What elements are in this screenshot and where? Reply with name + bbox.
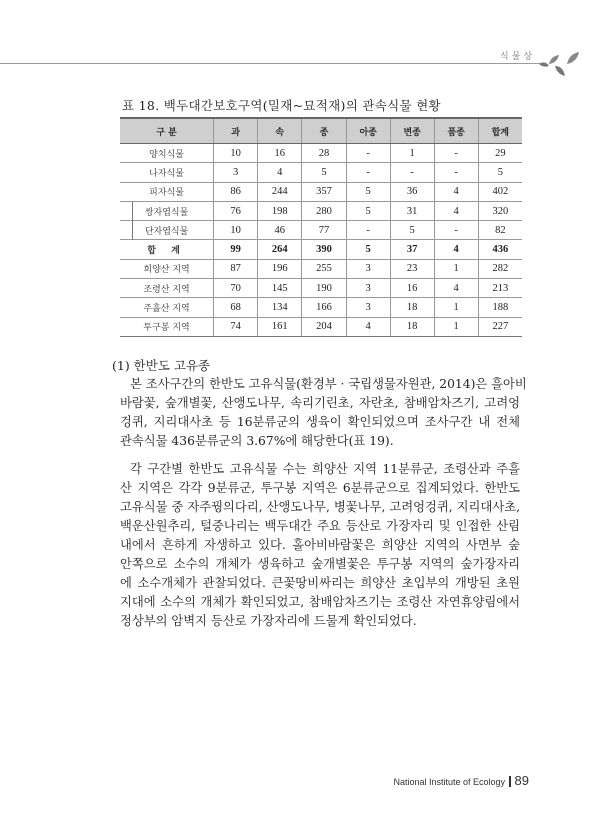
table-cell: 5 — [346, 182, 390, 201]
row-label: 희양산 지역 — [120, 259, 214, 278]
section-label: 식물상 — [500, 52, 536, 62]
plant-summary-table — [120, 117, 522, 337]
table-cell: 28 — [302, 144, 346, 163]
paragraph-2 — [120, 460, 520, 631]
table-row — [120, 182, 522, 201]
table-cell: - — [434, 221, 478, 240]
table-cell: 1 — [434, 259, 478, 278]
column-header: 구 분 — [120, 118, 214, 144]
table-cell: 74 — [214, 317, 258, 336]
table-cell: - — [434, 163, 478, 182]
column-header: 합계 — [478, 118, 522, 144]
row-label: 피자식물 — [120, 182, 214, 201]
paragraph-line: 백운산원추리, 털중나리는 백두대간 주요 등산로 가장자리 및 인접한 산림 — [120, 519, 520, 533]
table-cell: 1 — [434, 317, 478, 336]
paragraph-line: 산 지역은 각각 9분류군, 투구봉 지역은 6분류군으로 집계되었다. 한반도 — [120, 481, 520, 495]
paragraph-line: 내에서 흔하게 자생하고 있다. 홀아비바람꽃은 희양산 지역의 사면부 숲 — [120, 538, 520, 552]
column-header: 종 — [302, 118, 346, 144]
row-label: 투구봉 지역 — [120, 317, 214, 336]
table-row — [120, 201, 522, 220]
column-header: 속 — [258, 118, 302, 144]
table-cell: 1 — [390, 144, 434, 163]
table-row — [120, 163, 522, 182]
table-cell: 37 — [390, 240, 434, 259]
row-label: 쌍자엽식물 — [120, 201, 214, 220]
paragraph-line: 본 조사구간의 한반도 고유식물(환경부 · 국립생물자원관, 2014)은 흘아비 — [130, 377, 527, 391]
table-cell: 82 — [478, 221, 522, 240]
table-cell: 390 — [302, 240, 346, 259]
row-label: 나자식물 — [120, 163, 214, 182]
paragraph-line: 겅퀴, 지리대사초 등 16분류군의 생육이 확인되었으며 조사구간 내 전체 — [120, 415, 520, 429]
table-cell: 29 — [478, 144, 522, 163]
table-cell: 134 — [258, 298, 302, 317]
table-cell: 5 — [346, 201, 390, 220]
table-row — [120, 279, 522, 298]
table-cell: 161 — [258, 317, 302, 336]
table-cell: 213 — [478, 279, 522, 298]
paragraph-line: 안쪽으로 소수의 개체가 생육하고 숲개별꽃은 투구봉 지역의 숲가장자리 — [120, 557, 520, 571]
table-cell: 4 — [434, 240, 478, 259]
table-caption: 표 18. 백두대간보호구역(밀재~묘적재)의 관속식물 현황 — [122, 98, 441, 113]
table-cell: 3 — [346, 259, 390, 278]
table-cell: 5 — [478, 163, 522, 182]
table-cell: 5 — [390, 221, 434, 240]
column-header: 변종 — [390, 118, 434, 144]
table-cell: 282 — [478, 259, 522, 278]
table-cell: 264 — [258, 240, 302, 259]
paragraph-line: 에 소수개체가 관찰되었다. 큰꽃땅비싸리는 희양산 초입부의 개방된 초원 — [120, 576, 520, 590]
paragraph-line: 고유식물 중 자주꿩의다리, 산앵도나무, 병꽃나무, 고려엉겅퀴, 지리대사초, — [120, 500, 520, 514]
row-label: 조령산 지역 — [120, 279, 214, 298]
table-row — [120, 144, 522, 163]
table-cell: 3 — [214, 163, 258, 182]
header-rule — [0, 63, 545, 64]
table-row — [120, 221, 522, 240]
table-header-row — [120, 118, 522, 144]
table-cell: 68 — [214, 298, 258, 317]
table-cell: 3 — [346, 298, 390, 317]
row-label: 합 계 — [120, 240, 214, 259]
table-cell: 18 — [390, 317, 434, 336]
table-cell: 99 — [214, 240, 258, 259]
table-cell: 86 — [214, 182, 258, 201]
table-cell: 4 — [258, 163, 302, 182]
table-row — [120, 240, 522, 259]
table-cell: 4 — [434, 201, 478, 220]
table-cell: 36 — [390, 182, 434, 201]
table-cell: - — [346, 221, 390, 240]
row-label: 주흘산 지역 — [120, 298, 214, 317]
table-cell: 10 — [214, 221, 258, 240]
table-cell: 5 — [346, 240, 390, 259]
row-label: 단자엽식물 — [120, 221, 214, 240]
column-header: 아종 — [346, 118, 390, 144]
table-cell: 31 — [390, 201, 434, 220]
table-cell: 4 — [434, 279, 478, 298]
table-cell: 190 — [302, 279, 346, 298]
table-cell: 320 — [478, 201, 522, 220]
table-cell: 255 — [302, 259, 346, 278]
table-cell: 23 — [390, 259, 434, 278]
footer-divider — [509, 776, 511, 787]
paragraph-line: 지대에 소수의 개체가 확인되었고, 참배암차즈기는 조령산 자연휴양림에서 — [120, 595, 520, 609]
table-cell: 3 — [346, 279, 390, 298]
column-header: 과 — [214, 118, 258, 144]
table-cell: 204 — [302, 317, 346, 336]
table-cell: 4 — [434, 182, 478, 201]
table-row — [120, 298, 522, 317]
table-cell: 280 — [302, 201, 346, 220]
paragraph-line: 관속식물 436분류군의 3.67%에 해당한다(표 19). — [120, 434, 394, 448]
table-row — [120, 317, 522, 336]
table-cell: 196 — [258, 259, 302, 278]
table-cell: 16 — [390, 279, 434, 298]
table-cell: 87 — [214, 259, 258, 278]
table-cell: 145 — [258, 279, 302, 298]
paragraph-1 — [120, 375, 527, 451]
table-cell: 16 — [258, 144, 302, 163]
table-cell: 436 — [478, 240, 522, 259]
table-cell: 76 — [214, 201, 258, 220]
table-cell: - — [390, 163, 434, 182]
table-cell: 188 — [478, 298, 522, 317]
row-label: 양치식물 — [120, 144, 214, 163]
table-cell: 4 — [346, 317, 390, 336]
table-cell: 244 — [258, 182, 302, 201]
table-cell: 70 — [214, 279, 258, 298]
table-cell: 166 — [302, 298, 346, 317]
table-cell: 402 — [478, 182, 522, 201]
table-cell: 1 — [434, 298, 478, 317]
table-cell: 46 — [258, 221, 302, 240]
table-row — [120, 259, 522, 278]
table-cell: 357 — [302, 182, 346, 201]
table-cell: 5 — [302, 163, 346, 182]
table-cell: - — [434, 144, 478, 163]
paragraph-line: 바람꽃, 숲개별꽃, 산앵도나무, 속리기린초, 자란초, 참배암차즈기, 고려엉 — [120, 396, 520, 410]
table-cell: 18 — [390, 298, 434, 317]
table-cell: 198 — [258, 201, 302, 220]
table-cell: 227 — [478, 317, 522, 336]
section-heading: (1) 한반도 고유종 — [112, 358, 211, 373]
table-cell: 77 — [302, 221, 346, 240]
paragraph-line: 각 구간별 한반도 고유식물 수는 희양산 지역 11분류군, 조령산과 주흘 — [130, 462, 520, 476]
leaf-ornament-icon — [537, 52, 581, 78]
table-cell: 10 — [214, 144, 258, 163]
publisher-name: National Institute of Ecology — [393, 777, 506, 787]
paragraph-line: 정상부의 암벽지 등산로 가장자리에 드물게 확인되었다. — [120, 614, 417, 628]
column-header: 품종 — [434, 118, 478, 144]
table-cell: - — [346, 144, 390, 163]
table-cell: - — [346, 163, 390, 182]
page-number: 89 — [514, 773, 529, 788]
page-footer — [393, 773, 529, 788]
